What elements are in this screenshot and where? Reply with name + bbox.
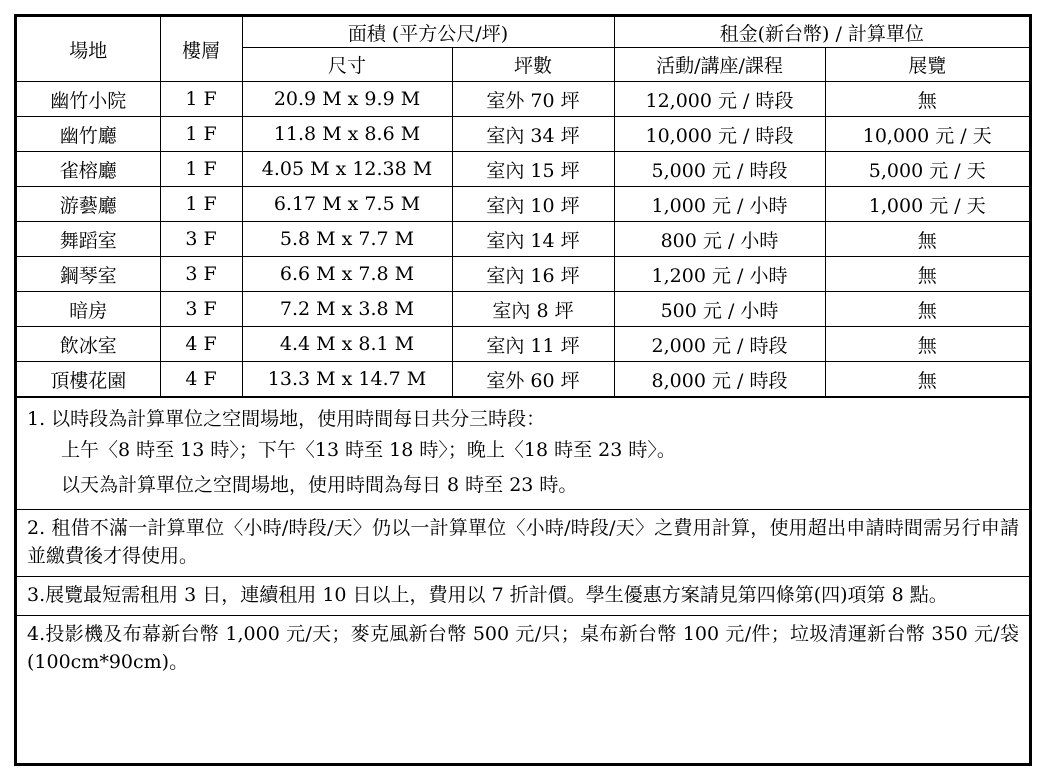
table-row bbox=[17, 362, 1029, 398]
cell-activity-rent: 500 元 / 小時 bbox=[614, 292, 825, 327]
note-1-line-1: 1. 以時段為計算單位之空間場地，使用時間每日共分三時段： bbox=[27, 408, 546, 430]
note-3: 3.展覽最短需租用 3 日，連續租用 10 日以上，費用以 7 折計價。學生優惠方案請見第四條第(四)項第 8 點。 bbox=[17, 577, 1029, 616]
cell-size: 4.4 M x 8.1 M bbox=[242, 327, 452, 362]
cell-ping: 室內 15 坪 bbox=[452, 152, 614, 187]
table-row bbox=[17, 222, 1029, 257]
cell-ping: 室內 16 坪 bbox=[452, 257, 614, 292]
header-ping: 坪數 bbox=[452, 48, 614, 82]
table-row bbox=[17, 257, 1029, 292]
cell-activity-rent: 5,000 元 / 時段 bbox=[614, 152, 825, 187]
note-4: 4.投影機及布幕新台幣 1,000 元/天；麥克風新台幣 500 元/只；桌布新台幣 100 元/件；垃圾清運新台幣 350 元/袋(100cm*90cm)。 bbox=[27, 623, 1019, 673]
cell-ping: 室內 34 坪 bbox=[452, 117, 614, 152]
cell-ping: 室內 10 坪 bbox=[452, 187, 614, 222]
table-row bbox=[17, 82, 1029, 117]
header-floor: 樓層 bbox=[160, 17, 242, 82]
cell-size: 20.9 M x 9.9 M bbox=[242, 82, 452, 117]
cell-venue: 暗房 bbox=[17, 292, 160, 327]
table-row bbox=[17, 292, 1029, 327]
notes-section bbox=[17, 401, 1029, 682]
cell-exhibition-rent: 無 bbox=[825, 362, 1029, 398]
cell-venue: 幽竹廳 bbox=[17, 117, 160, 152]
cell-floor: 1 F bbox=[160, 117, 242, 152]
cell-size: 7.2 M x 3.8 M bbox=[242, 292, 452, 327]
cell-venue: 幽竹小院 bbox=[17, 82, 160, 117]
cell-activity-rent: 12,000 元 / 時段 bbox=[614, 82, 825, 117]
header-rent-group: 租金(新台幣) / 計算單位 bbox=[614, 17, 1029, 48]
cell-ping: 室外 60 坪 bbox=[452, 362, 614, 398]
cell-size: 6.6 M x 7.8 M bbox=[242, 257, 452, 292]
table-body bbox=[17, 82, 1029, 398]
cell-size: 5.8 M x 7.7 M bbox=[242, 222, 452, 257]
venue-rental-table bbox=[17, 17, 1029, 398]
header-size: 尺寸 bbox=[242, 48, 452, 82]
table-row bbox=[17, 187, 1029, 222]
header-area-group: 面積 (平方公尺/坪) bbox=[242, 17, 614, 48]
header-activity: 活動/講座/課程 bbox=[614, 48, 825, 82]
table-row bbox=[17, 117, 1029, 152]
cell-floor: 3 F bbox=[160, 292, 242, 327]
cell-venue: 雀榕廳 bbox=[17, 152, 160, 187]
cell-venue: 鋼琴室 bbox=[17, 257, 160, 292]
cell-activity-rent: 8,000 元 / 時段 bbox=[614, 362, 825, 398]
cell-ping: 室外 70 坪 bbox=[452, 82, 614, 117]
cell-exhibition-rent: 無 bbox=[825, 327, 1029, 362]
cell-floor: 4 F bbox=[160, 327, 242, 362]
note-2: 2. 租借不滿一計算單位〈小時/時段/天〉仍以一計算單位〈小時/時段/天〉之費用計算，使用超出申請時間需另行申請並繳費後才得使用。 bbox=[17, 510, 1029, 577]
cell-exhibition-rent: 1,000 元 / 天 bbox=[825, 187, 1029, 222]
cell-exhibition-rent: 無 bbox=[825, 257, 1029, 292]
cell-activity-rent: 1,000 元 / 小時 bbox=[614, 187, 825, 222]
document-frame bbox=[14, 14, 1032, 766]
table-row bbox=[17, 152, 1029, 187]
cell-floor: 1 F bbox=[160, 152, 242, 187]
note-1 bbox=[17, 401, 1029, 510]
cell-activity-rent: 800 元 / 小時 bbox=[614, 222, 825, 257]
cell-venue: 頂樓花園 bbox=[17, 362, 160, 398]
cell-venue: 舞蹈室 bbox=[17, 222, 160, 257]
cell-size: 13.3 M x 14.7 M bbox=[242, 362, 452, 398]
cell-venue: 飲冰室 bbox=[17, 327, 160, 362]
cell-floor: 1 F bbox=[160, 187, 242, 222]
cell-exhibition-rent: 無 bbox=[825, 292, 1029, 327]
cell-activity-rent: 2,000 元 / 時段 bbox=[614, 327, 825, 362]
cell-ping: 室內 8 坪 bbox=[452, 292, 614, 327]
cell-size: 11.8 M x 8.6 M bbox=[242, 117, 452, 152]
cell-ping: 室內 11 坪 bbox=[452, 327, 614, 362]
cell-activity-rent: 10,000 元 / 時段 bbox=[614, 117, 825, 152]
cell-floor: 1 F bbox=[160, 82, 242, 117]
cell-exhibition-rent: 10,000 元 / 天 bbox=[825, 117, 1029, 152]
cell-exhibition-rent: 5,000 元 / 天 bbox=[825, 152, 1029, 187]
cell-size: 4.05 M x 12.38 M bbox=[242, 152, 452, 187]
cell-exhibition-rent: 無 bbox=[825, 82, 1029, 117]
header-venue: 場地 bbox=[17, 17, 160, 82]
cell-venue: 游藝廳 bbox=[17, 187, 160, 222]
header-exhibition: 展覽 bbox=[825, 48, 1029, 82]
cell-activity-rent: 1,200 元 / 小時 bbox=[614, 257, 825, 292]
cell-size: 6.17 M x 7.5 M bbox=[242, 187, 452, 222]
cell-floor: 3 F bbox=[160, 257, 242, 292]
note-1-line-2: 上午〈8 時至 13 時〉；下午〈13 時至 18 時〉；晚上〈18 時至 23 時〉。 bbox=[61, 439, 676, 461]
cell-floor: 3 F bbox=[160, 222, 242, 257]
table-row bbox=[17, 327, 1029, 362]
note-1-line-3: 以天為計算單位之空間場地，使用時間為每日 8 時至 23 時。 bbox=[61, 474, 578, 496]
cell-floor: 4 F bbox=[160, 362, 242, 398]
cell-ping: 室內 14 坪 bbox=[452, 222, 614, 257]
cell-exhibition-rent: 無 bbox=[825, 222, 1029, 257]
